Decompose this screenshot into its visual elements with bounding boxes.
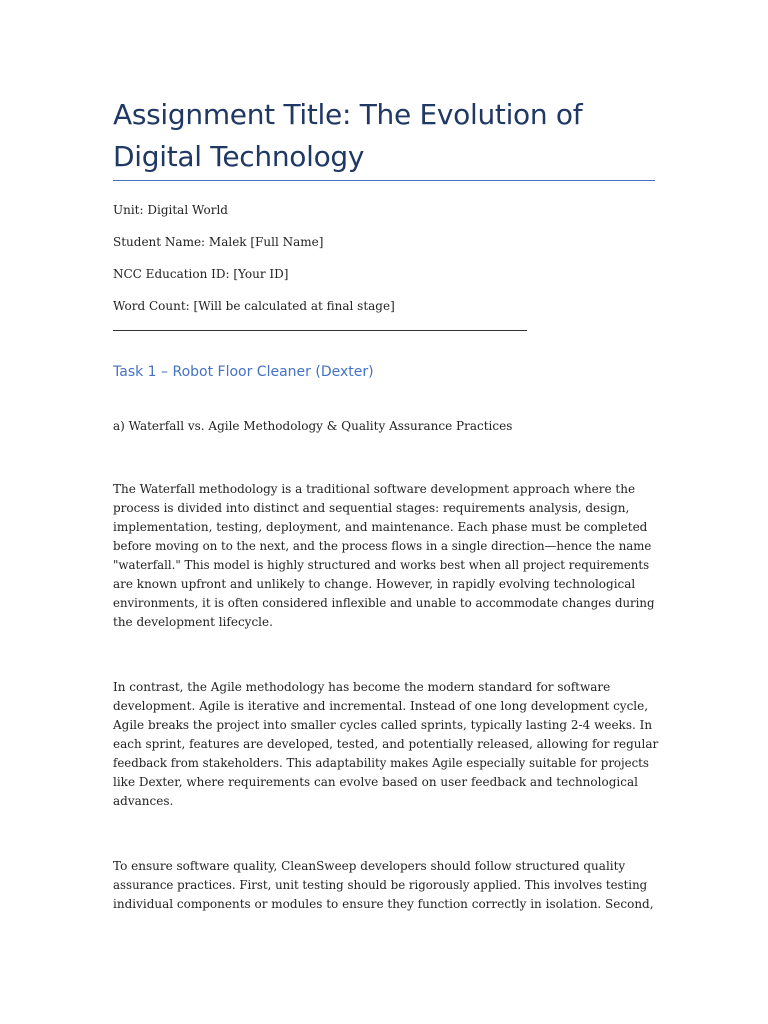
text-line: each sprint, features are developed, tested, and potentially released, allowing for regular	[113, 737, 659, 751]
student-name-line: Student Name: Malek [Full Name]	[113, 235, 324, 249]
title-underline	[113, 180, 655, 181]
text-line: feedback from stakeholders. This adaptability makes Agile especially suitable for projects	[113, 756, 649, 770]
paragraph-quality-assurance	[113, 857, 658, 914]
text-line: "waterfall." This model is highly structured and works best when all project requirements	[113, 558, 650, 572]
text-line: are known upfront and unlikely to change. However, in rapidly evolving technological	[113, 577, 636, 591]
text-line: individual components or modules to ensure they function correctly in isolation. Second,	[113, 897, 654, 911]
text-line: To ensure software quality, CleanSweep developers should follow structured quality	[113, 859, 626, 873]
text-line: like Dexter, where requirements can evolve based on user feedback and technological	[113, 775, 638, 789]
text-line: process is divided into distinct and sequential stages: requirements analysis, design,	[113, 501, 630, 515]
paragraph-agile	[113, 678, 658, 811]
assignment-title	[113, 94, 658, 178]
section-heading: a) Waterfall vs. Agile Methodology & Quality Assurance Practices	[113, 419, 513, 433]
text-line: Agile breaks the project into smaller cycles called sprints, typically lasting 2-4 weeks. In	[113, 718, 653, 732]
ncc-id-line: NCC Education ID: [Your ID]	[113, 267, 289, 281]
word-count-line: Word Count: [Will be calculated at final stage]	[113, 299, 395, 313]
text-line: The Waterfall methodology is a traditional software development approach where the	[113, 482, 636, 496]
text-line: implementation, testing, deployment, and maintenance. Each phase must be completed	[113, 520, 648, 534]
title-line-1: Assignment Title: The Evolution of	[113, 98, 583, 131]
separator-line	[113, 330, 527, 331]
title-line-2: Digital Technology	[113, 140, 365, 173]
text-line: development. Agile is iterative and incremental. Instead of one long development cycle,	[113, 699, 649, 713]
text-line: advances.	[113, 794, 174, 808]
unit-line: Unit: Digital World	[113, 203, 228, 217]
paragraph-waterfall	[113, 480, 658, 632]
text-line: environments, it is often considered inflexible and unable to accommodate changes during	[113, 596, 655, 610]
text-line: assurance practices. First, unit testing should be rigorously applied. This involves testing	[113, 878, 648, 892]
text-line: In contrast, the Agile methodology has become the modern standard for software	[113, 680, 611, 694]
text-line: the development lifecycle.	[113, 615, 273, 629]
text-line: before moving on to the next, and the process flows in a single direction—hence the name	[113, 539, 652, 553]
task-heading: Task 1 – Robot Floor Cleaner (Dexter)	[113, 364, 374, 380]
